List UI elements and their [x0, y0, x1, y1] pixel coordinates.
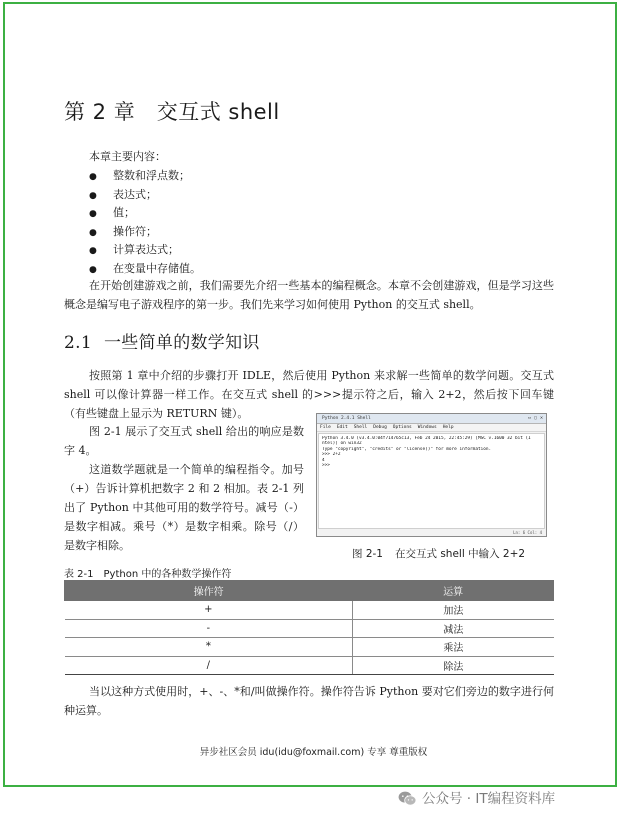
column-header-operation: 运算: [353, 581, 554, 601]
bullet-icon: ●: [89, 246, 97, 257]
figure-number: 图 2-1: [352, 548, 383, 560]
paragraph-figure-ref: 图 2-1 展示了交互式 shell 给出的响应是数字 4。: [64, 425, 304, 457]
idle-shell-screenshot: [316, 413, 547, 537]
menu-windows: Windows: [417, 425, 437, 430]
table-cell: 减法: [353, 619, 554, 638]
table-caption-text: Python 中的各种数学操作符: [103, 569, 232, 580]
figure-caption-text: 在交互式 shell 中输入 2+2: [395, 548, 526, 560]
menu-help: Help: [442, 425, 454, 430]
list-item: ● 计算表达式；: [89, 241, 201, 260]
table-cell: -: [65, 619, 353, 638]
shell-line: Type "copyright", "credits" or "license()" for more information.: [322, 446, 492, 452]
table-row: [65, 656, 554, 675]
list-item: ● 值；: [89, 204, 201, 223]
bullet-icon: ●: [89, 264, 97, 275]
menu-options: Options: [392, 425, 412, 430]
column-header-operator: 操作符: [65, 581, 353, 601]
bullet-icon: ●: [89, 209, 97, 220]
table-header-row: [65, 581, 554, 601]
menu-file: File: [320, 425, 331, 430]
bullet-icon: ●: [89, 172, 97, 182]
wechat-icon: [398, 791, 417, 806]
table-row: [65, 619, 554, 638]
section-heading: 一些简单的数学知识: [104, 333, 260, 353]
window-title: Python 2.4.1 Shell: [322, 416, 371, 421]
section-title: [64, 328, 260, 353]
shell-line: >>>: [322, 463, 333, 469]
figure-caption: [352, 546, 525, 561]
table-cell: *: [65, 638, 353, 657]
paragraph-open-idle: 按照第 1 章中介绍的步骤打开 IDLE，然后使用 Python 来求解一些简单的数学问题。交互式 shell 可以像计算器一样工作。在交互式 shell 的>>>提示符之后，输入 2+2，然后按下回车键（有些键盘上显示为 RETURN 键）。: [64, 369, 554, 420]
window-titlebar: [317, 414, 546, 424]
paragraph-operators: 这道数学题就是一个简单的编程指令。加号（+）告诉计算机把数字 2 和 2 相加。表 2-1 列出了 Python 中其他可用的数学符号。减号（-）是数字相减。乘号（*）是数字相乘。除号（/）是数字相除。: [64, 463, 304, 552]
list-item: ● 操作符；: [89, 223, 201, 242]
table-caption: [64, 565, 231, 580]
paragraph-intro: 在开始创建游戏之前，我们需要先介绍一些基本的编程概念。本章不会创建游戏，但是学习这些概念是编写电子游戏程序的第一步。我们先来学习如何使用 Python 的交互式 shell。: [64, 279, 554, 311]
list-item: ● 整数和浮点数；: [89, 167, 201, 186]
menu-shell: Shell: [353, 425, 368, 430]
bullet-icon: ●: [89, 190, 97, 201]
table-cell: 乘法: [353, 638, 554, 657]
list-item: ● 表达式；: [89, 186, 201, 205]
intro-heading: 本章主要内容：: [89, 150, 166, 163]
table-cell: 除法: [353, 656, 554, 675]
shell-line: 4: [322, 457, 325, 463]
page-footer: 异步社区会员 idu(idu@foxmail.com) 专享 尊重版权: [199, 747, 428, 758]
window-menubar: [317, 424, 546, 432]
table-row: [65, 601, 554, 620]
table-cell: 加法: [353, 601, 554, 620]
table-cell: +: [65, 601, 353, 620]
operators-table: [64, 580, 554, 675]
window-controls-icon: ▭ ▢ ✕: [527, 415, 543, 421]
section-number: 2.1: [64, 333, 92, 353]
table-number: 表 2-1: [64, 569, 94, 580]
menu-edit: Edit: [336, 425, 348, 430]
window-statusbar: Ln: 6 Col: 4: [513, 530, 542, 535]
list-item: ● 在变量中存储值。: [89, 260, 201, 279]
table-cell: /: [65, 656, 353, 675]
chapter-title: 第 2 章 交互式 shell: [64, 100, 280, 124]
watermark-text: 公众号 · IT编程资料库: [422, 791, 556, 807]
wechat-watermark: [398, 787, 555, 807]
paragraph-operators-summary: 当以这种方式使用时，+、-、*和/叫做操作符。操作符告诉 Python 要对它们旁边的数字进行何种运算。: [64, 685, 554, 717]
shell-line: Python 3.4.0 (v3.4.0:04f714765c13, Feb 24 2015, 22:45:29) [MSC v.1600 32 bit (I: [322, 436, 531, 441]
table-row: [65, 638, 554, 657]
shell-line: ntel)] on win32: [322, 441, 362, 447]
shell-line: >>> 2+2: [322, 452, 341, 458]
bullet-icon: ●: [89, 227, 97, 238]
objectives-list: [89, 167, 201, 279]
shell-output: [318, 433, 545, 529]
menu-debug: Debug: [373, 425, 387, 430]
